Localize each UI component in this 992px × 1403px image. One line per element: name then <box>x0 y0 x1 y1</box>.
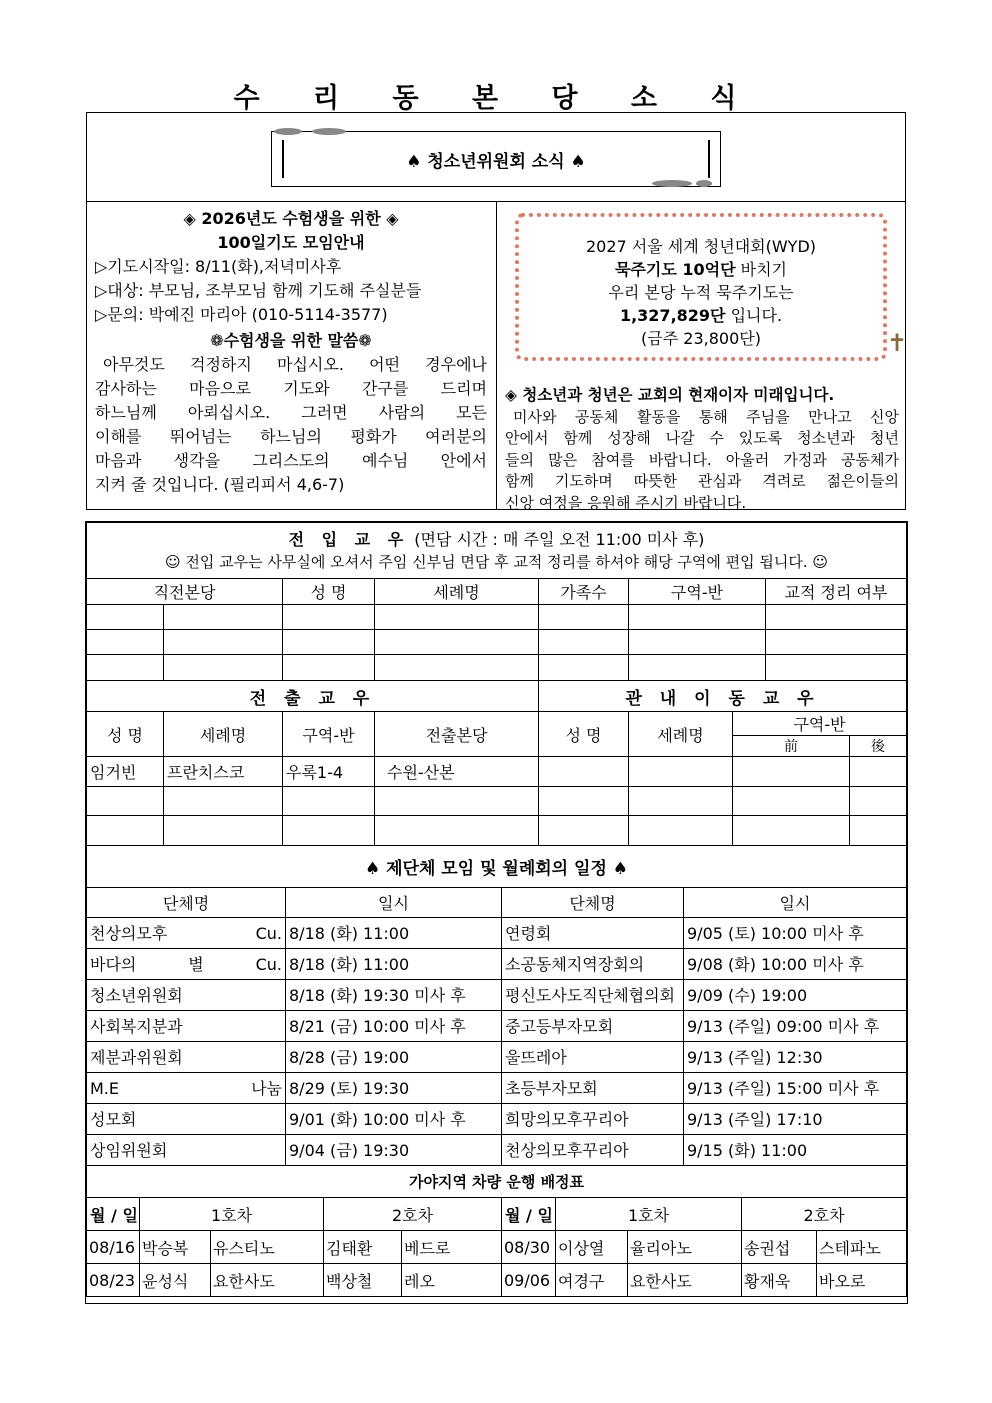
table-row <box>87 917 907 948</box>
vehicle-driver: 레오 <box>402 1264 502 1297</box>
col-record: 교적 정리 여부 <box>766 579 907 605</box>
group-date: 8/18 (화) 19:30 미사 후 <box>286 979 502 1010</box>
group-name: 사회복지분과 <box>87 1010 286 1041</box>
schedule-title: ♠ 제단체 모임 및 월례회의 일정 ♠ <box>87 846 907 887</box>
in-col-name: 성 명 <box>539 712 629 757</box>
veh-col-car2: 2호차 <box>324 1198 502 1231</box>
youth-line: 함께 기도하며 따뜻한 관심과 격려로 젊은이들의 <box>505 472 899 490</box>
exam-title-2: 100일기도 모임안내 <box>217 233 365 252</box>
veh-col-car2: 2호차 <box>742 1198 907 1231</box>
vehicle-driver: 바오로 <box>817 1264 907 1297</box>
sch-col-date: 일시 <box>286 887 502 917</box>
vehicle-driver: 요한사도 <box>211 1264 324 1297</box>
vehicle-date: 08/30 <box>502 1231 556 1264</box>
out-baptism: 프란치스코 <box>164 757 283 787</box>
vehicle-driver: 송권섭 <box>742 1231 817 1264</box>
exam-words-line: 아무것도 걱정하지 마십시오. 어떤 경우에나 <box>103 355 487 374</box>
vehicle-driver: 스테파노 <box>817 1231 907 1264</box>
group-name: 바다의 별 Cu. <box>87 948 286 979</box>
group-date: 8/29 (토) 19:30 <box>286 1072 502 1103</box>
in-col-district: 구역-반 <box>733 712 907 736</box>
wyd-line-4-rest: 입니다. <box>725 306 783 325</box>
wyd-line-2 <box>519 258 883 281</box>
table-row <box>87 979 907 1010</box>
group-name: M.E 나눔 <box>87 1072 286 1103</box>
group-date: 8/28 (금) 19:00 <box>286 1041 502 1072</box>
col-prev-parish: 직전본당 <box>87 579 283 605</box>
group-name: 성모회 <box>87 1103 286 1134</box>
page-title: 수 리 동 본 당 소 식 <box>233 83 759 114</box>
group-date: 8/18 (화) 11:00 <box>286 917 502 948</box>
out-col-parish: 전출본당 <box>375 712 539 757</box>
vehicle-date: 09/06 <box>502 1264 556 1297</box>
table-row <box>87 1072 907 1103</box>
exam-contact: ▷문의: 박예진 마리아 (010-5114-3577) <box>95 305 388 324</box>
out-name: 임거빈 <box>87 757 164 787</box>
table-row <box>87 1103 907 1134</box>
wyd-line-2-rest: 바치기 <box>735 260 788 279</box>
group-name: 중고등부자모회 <box>502 1010 684 1041</box>
group-date: 9/13 (주일) 17:10 <box>684 1103 907 1134</box>
youth-paragraph <box>505 385 899 514</box>
out-col-district: 구역-반 <box>283 712 375 757</box>
col-baptism: 세례명 <box>375 579 539 605</box>
exam-title-1: ◈ 2026년도 수험생을 위한 ◈ <box>183 209 399 228</box>
youth-committee-section <box>86 112 906 510</box>
vehicle-driver: 김태환 <box>324 1231 402 1264</box>
group-date: 9/13 (주일) 09:00 미사 후 <box>684 1010 907 1041</box>
table-row <box>87 630 907 655</box>
veh-col-car1: 1호차 <box>556 1198 742 1231</box>
exam-start: ▷기도시작일: 8/11(화),저녁미사후 <box>95 257 342 276</box>
in-col-after: 後 <box>850 736 907 757</box>
crucifix-icon: ✝ <box>887 329 908 357</box>
table-row <box>87 1041 907 1072</box>
group-date: 9/05 (토) 10:00 미사 후 <box>684 917 907 948</box>
col-district: 구역-반 <box>629 579 766 605</box>
group-date: 8/18 (화) 11:00 <box>286 948 502 979</box>
vehicle-driver: 박승복 <box>140 1231 211 1264</box>
vehicle-date: 08/23 <box>87 1264 140 1297</box>
banner <box>271 131 721 187</box>
vehicle-driver: 율리아노 <box>628 1231 742 1264</box>
group-date: 9/09 (수) 19:00 <box>684 979 907 1010</box>
vehicle-driver: 황재욱 <box>742 1264 817 1297</box>
table-row <box>87 605 907 630</box>
col-family: 가족수 <box>539 579 629 605</box>
transfer-in-title: 전 입 교 우 <box>288 529 410 549</box>
ink-blot <box>652 180 692 187</box>
schedule-table <box>86 846 907 1166</box>
table-row <box>87 757 907 787</box>
group-name: 천상의모후꾸리아 <box>502 1134 684 1165</box>
out-parish: 수원-산본 <box>375 757 539 787</box>
wyd-line-1: 2027 서울 세계 청년대회(WYD) <box>585 237 817 256</box>
group-name: 천상의모후 Cu. <box>87 917 286 948</box>
transfer-in-notice: ☺ 전입 교우는 사무실에 오셔서 주임 신부님 면담 후 교적 정리를 하셔야 해당 구역에 편입 됩니다. ☺ <box>165 552 828 571</box>
in-col-baptism: 세례명 <box>629 712 733 757</box>
table-row <box>87 1010 907 1041</box>
group-name: 소공동체지역장회의 <box>502 948 684 979</box>
group-date: 9/04 (금) 19:30 <box>286 1134 502 1165</box>
internal-move-title: 관 내 이 동 교 우 <box>539 681 907 712</box>
wyd-line-3: 우리 본당 누적 묵주기도는 <box>608 283 794 302</box>
sch-col-date: 일시 <box>684 887 907 917</box>
out-col-name: 성 명 <box>87 712 164 757</box>
group-date: 9/15 (화) 11:00 <box>684 1134 907 1165</box>
group-name: 제분과위원회 <box>87 1041 286 1072</box>
group-name: 상임위원회 <box>87 1134 286 1165</box>
banner-title: ♠ 청소년위원회 소식 ♠ <box>406 152 586 172</box>
exam-words-title: ❁수험생을 위한 말씀❁ <box>210 331 372 350</box>
table-row <box>87 1231 907 1264</box>
exam-target: ▷대상: 부모님, 조부모님 함께 기도해 주실분들 <box>95 281 422 300</box>
rosary-frame <box>515 213 887 361</box>
group-name: 희망의모후꾸리아 <box>502 1103 684 1134</box>
table-row <box>87 655 907 681</box>
wyd-line-4-bold: 1,327,829단 <box>619 306 726 325</box>
group-date: 9/13 (주일) 15:00 미사 후 <box>684 1072 907 1103</box>
youth-line: 미사와 공동체 활동을 통해 주님을 만나고 신앙 <box>513 407 899 426</box>
group-date: 9/01 (화) 10:00 미사 후 <box>286 1103 502 1134</box>
vehicle-date: 08/16 <box>87 1231 140 1264</box>
table-row <box>87 948 907 979</box>
youth-line: 신앙 여정을 응원해 주시기 바랍니다. <box>505 493 747 512</box>
table-row <box>87 816 907 846</box>
vehicle-driver: 베드로 <box>402 1231 502 1264</box>
group-name: 청소년위원회 <box>87 979 286 1010</box>
out-district: 우록1-4 <box>283 757 375 787</box>
exam-words-line: 지켜 줄 것입니다. (필리피서 4,6-7) <box>95 475 345 494</box>
table-row <box>87 787 907 816</box>
ink-blot <box>274 128 302 135</box>
exam-words-line: 이해를 뛰어넘는 하느님의 평화가 여러분의 <box>95 427 487 446</box>
exam-words-line: 하느님께 아뢰십시오. 그러면 사람의 모든 <box>95 403 487 422</box>
vehicle-driver: 윤성식 <box>140 1264 211 1297</box>
in-col-before: 前 <box>733 736 850 757</box>
wyd-line-4 <box>519 304 883 327</box>
out-col-baptism: 세례명 <box>164 712 283 757</box>
transfer-in-header <box>87 523 907 579</box>
transfer-out-title: 전 출 교 우 <box>87 681 539 712</box>
youth-line: 안에서 함께 성장해 나갈 수 있도록 청소년과 청년 <box>505 429 899 447</box>
group-name: 초등부자모회 <box>502 1072 684 1103</box>
exam-words-line: 마음과 생각을 그리스도의 예수님 안에서 <box>95 451 487 470</box>
col-name: 성 명 <box>283 579 375 605</box>
group-date: 9/13 (주일) 12:30 <box>684 1041 907 1072</box>
vehicle-driver: 유스티노 <box>211 1231 324 1264</box>
vehicle-driver: 여경구 <box>556 1264 628 1297</box>
wyd-line-2-bold: 묵주기도 10억단 <box>614 260 736 279</box>
sch-col-group: 단체명 <box>87 887 286 917</box>
group-date: 9/08 (화) 10:00 미사 후 <box>684 948 907 979</box>
records-table <box>86 522 907 846</box>
veh-col-date: 월 / 일 <box>502 1198 556 1231</box>
youth-line: 들의 많은 참여를 바랍니다. 아울러 가정과 공동체가 <box>505 450 899 469</box>
vehicle-driver: 이상열 <box>556 1231 628 1264</box>
parish-records <box>85 521 908 1304</box>
sch-col-group: 단체명 <box>502 887 684 917</box>
exam-words-line: 감사하는 마음으로 기도와 간구를 드리며 <box>95 379 487 398</box>
table-row <box>87 1134 907 1165</box>
vehicle-driver: 백상철 <box>324 1264 402 1297</box>
youth-title: ◈ 청소년과 청년은 교회의 현재이자 미래입니다. <box>505 386 835 404</box>
group-date: 8/21 (금) 10:00 미사 후 <box>286 1010 502 1041</box>
ink-blot <box>696 180 712 187</box>
group-name: 평신도사도직단체협의회 <box>502 979 684 1010</box>
wyd-line-5: (금주 23,800단) <box>641 329 761 348</box>
vehicle-driver: 요한사도 <box>628 1264 742 1297</box>
veh-col-car1: 1호차 <box>140 1198 324 1231</box>
veh-col-date: 월 / 일 <box>87 1198 140 1231</box>
table-row <box>87 1264 907 1297</box>
group-name: 울뜨레아 <box>502 1041 684 1072</box>
vehicle-table <box>86 1166 907 1298</box>
group-name: 연령회 <box>502 917 684 948</box>
ink-blot <box>312 128 346 135</box>
exam-prayer-notice <box>95 207 487 497</box>
divider <box>496 201 497 509</box>
transfer-in-note: (면담 시간 : 매 주일 오전 11:00 미사 후) <box>409 529 705 549</box>
vehicle-title: 가야지역 차량 운행 배정표 <box>87 1166 907 1198</box>
